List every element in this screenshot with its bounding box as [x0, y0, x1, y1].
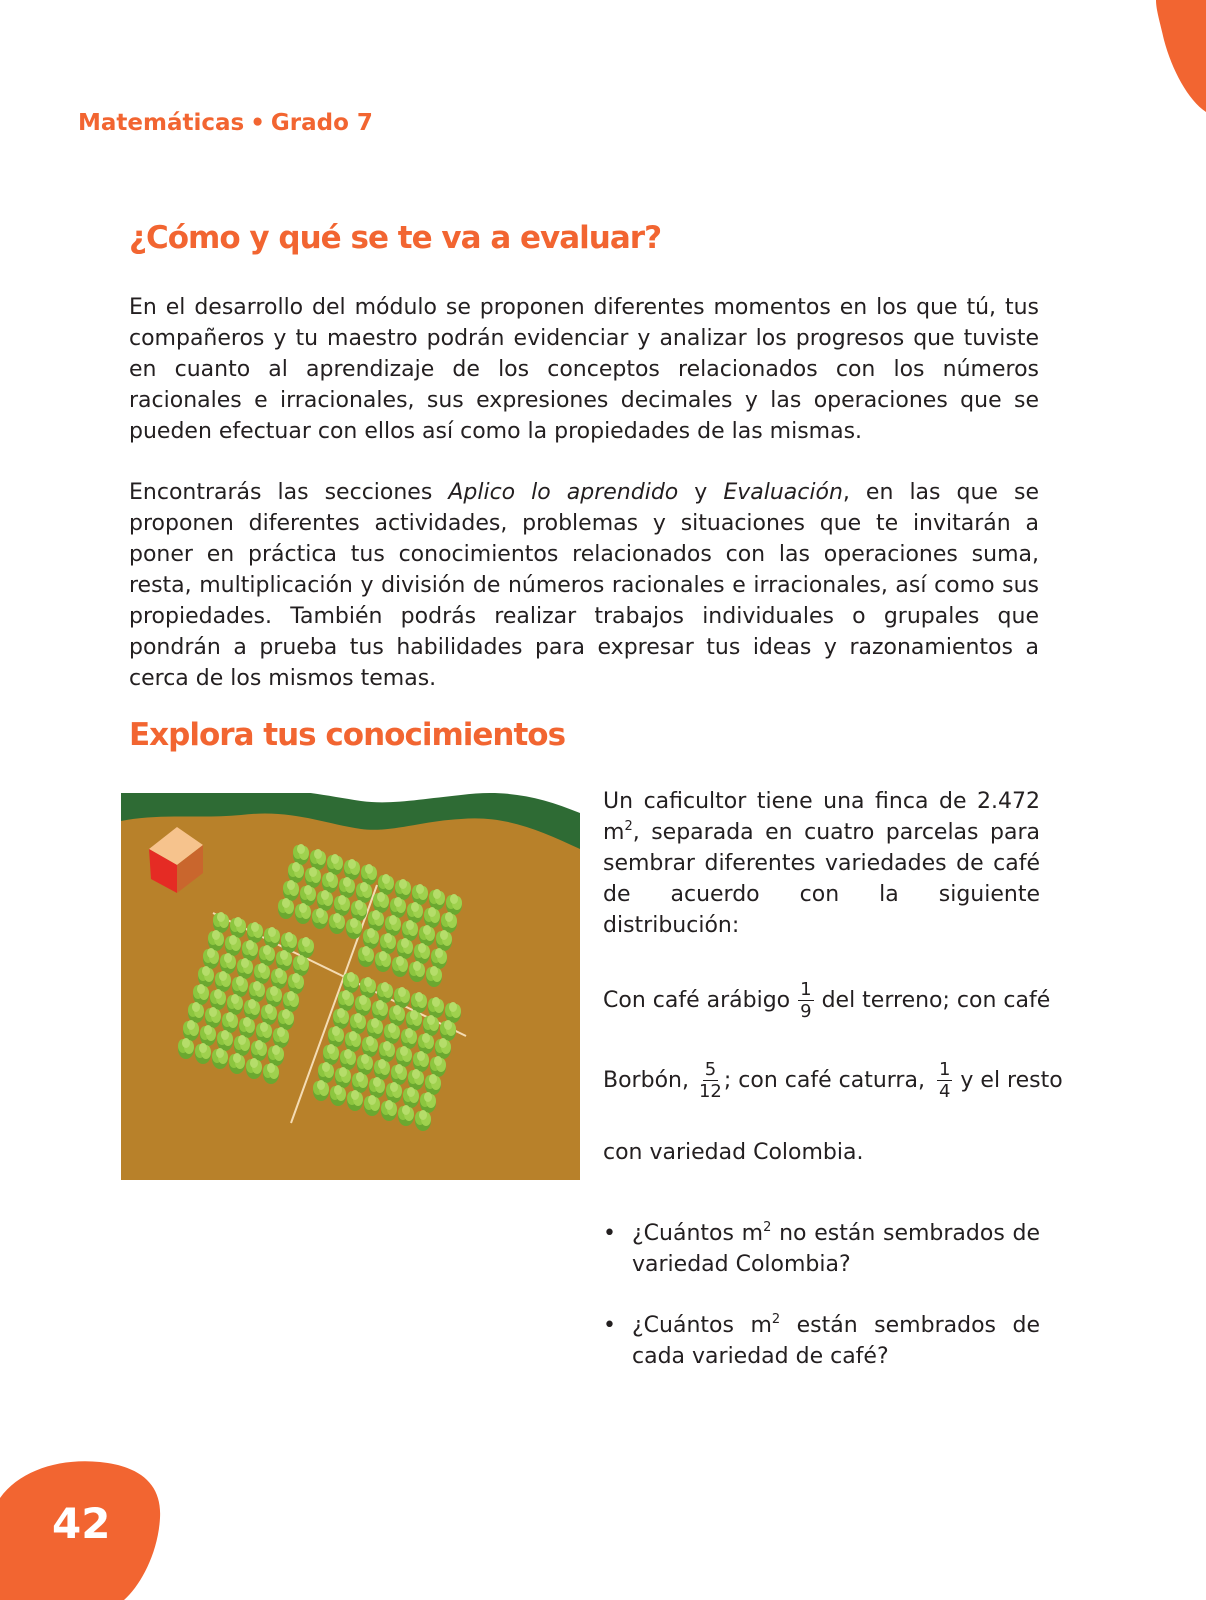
- coffee-plant: [436, 930, 452, 951]
- coffee-plant: [249, 981, 265, 1002]
- coffee-plant: [419, 925, 435, 946]
- coffee-plant: [351, 900, 367, 921]
- coffee-plant: [381, 1100, 397, 1121]
- p2-text-and: y: [678, 480, 724, 505]
- coffee-plant: [247, 922, 263, 943]
- coffee-plant: [283, 880, 299, 901]
- fraction-denominator: 4: [938, 1080, 951, 1102]
- coffee-plant: [313, 1080, 329, 1101]
- coffee-plant: [389, 1005, 405, 1026]
- corner-decoration: [1146, 0, 1206, 120]
- coffee-plant: [361, 864, 377, 885]
- coffee-plant: [345, 1031, 361, 1052]
- coffee-plant: [298, 937, 314, 958]
- coffee-plant: [356, 882, 372, 903]
- coffee-plant: [335, 1067, 351, 1088]
- coffee-plant: [386, 1082, 402, 1103]
- header-separator: •: [250, 110, 265, 136]
- coffee-plant: [392, 956, 408, 977]
- coffee-plant: [397, 938, 413, 959]
- coffee-plant: [210, 989, 226, 1010]
- coffee-plant: [293, 955, 309, 976]
- line1-text-start: Con café arábigo: [603, 987, 791, 1013]
- coffee-plant: [278, 898, 294, 919]
- coffee-plant: [278, 1009, 294, 1030]
- q2-text-end: están sembrados de cada variedad de café?: [632, 1313, 1040, 1369]
- coffee-plant: [263, 1063, 279, 1084]
- coffee-plant: [230, 917, 246, 938]
- coffee-plant: [375, 951, 391, 972]
- line2-text-mid: ; con café caturra,: [723, 1067, 925, 1093]
- coffee-plant: [333, 1008, 349, 1029]
- coffee-plant: [377, 982, 393, 1003]
- coffee-plant: [418, 1033, 434, 1054]
- distribution-line-3: [603, 1130, 1040, 1174]
- p2-text-end: , en las que se proponen diferentes actividades, problemas y situaciones que te invitarán a poner en práctica tus conocimientos relacionados con las operaciones suma, resta, multiplicación y división de números racionales e irracionales, así como sus propiedades. También podrás realizar trabajos individuales o grupales que pondrán a prueba tus habilidades para expresar tus ideas y razonamientos a cerca de los mismos temas.: [129, 480, 1039, 691]
- q1-text-start: ¿Cuántos m: [632, 1221, 764, 1246]
- intro-superscript: 2: [624, 819, 633, 834]
- q2-text-start: ¿Cuántos m: [632, 1313, 772, 1338]
- coffee-plant: [334, 895, 350, 916]
- coffee-plant: [408, 1069, 424, 1090]
- coffee-plant: [343, 972, 359, 993]
- q1-text-end: no están sembrados de variedad Colombia?: [632, 1221, 1040, 1277]
- coffee-plant: [222, 1012, 238, 1033]
- coffee-plant: [398, 1105, 414, 1126]
- fraction-numerator: 1: [938, 1058, 951, 1080]
- coffee-plant: [385, 915, 401, 936]
- line3-text: con variedad Colombia.: [603, 1139, 864, 1165]
- coffee-plant: [225, 935, 241, 956]
- coffee-plant: [425, 1074, 441, 1095]
- coffee-plant: [183, 1020, 199, 1041]
- coffee-plant: [363, 928, 379, 949]
- coffee-plant: [395, 879, 411, 900]
- coffee-plant: [426, 966, 442, 987]
- coffee-plant: [268, 1045, 284, 1066]
- running-header: [78, 110, 373, 136]
- coffee-plant: [372, 1000, 388, 1021]
- line2-text-start: Borbón,: [603, 1067, 689, 1093]
- coffee-plant: [415, 1110, 431, 1131]
- coffee-plant: [212, 1048, 228, 1069]
- coffee-plant: [424, 907, 440, 928]
- coffee-plant: [266, 986, 282, 1007]
- coffee-plant: [330, 1085, 346, 1106]
- coffee-plant: [317, 890, 333, 911]
- evaluation-paragraph-2: [129, 477, 1039, 694]
- coffee-plant: [338, 990, 354, 1011]
- coffee-plant: [396, 1046, 412, 1067]
- coffee-plant: [254, 963, 270, 984]
- coffee-plant: [440, 1020, 456, 1041]
- coffee-plant: [413, 1051, 429, 1072]
- evaluation-paragraph-1: En el desarrollo del módulo se proponen diferentes momentos en los que tú, tus compañeros y tu maestro podrán evidenciar y analizar los progresos que tuviste en cuanto al aprendizaje de los conceptos relacionados con los números racionales e irracionales, sus expresiones decimales y las operaciones que se pueden efectuar con ellos así como la propiedades de las mismas.: [129, 295, 1039, 444]
- coffee-plant: [293, 844, 309, 865]
- coffee-plant: [283, 991, 299, 1012]
- coffee-plant: [378, 874, 394, 895]
- q2-superscript: 2: [771, 1312, 781, 1327]
- coffee-plant: [364, 1095, 380, 1116]
- coffee-plant: [276, 950, 292, 971]
- coffee-plant: [273, 1027, 289, 1048]
- p2-section-name-evaluation: Evaluación: [723, 480, 843, 505]
- coffee-plant: [229, 1053, 245, 1074]
- coffee-plant: [369, 1077, 385, 1098]
- explore-title: Explora tus conocimientos: [129, 717, 566, 753]
- coffee-plant: [409, 961, 425, 982]
- grade-label: Grado 7: [270, 110, 373, 136]
- coffee-plant: [256, 1022, 272, 1043]
- coffee-plant: [208, 930, 224, 951]
- coffee-plant: [379, 1041, 395, 1062]
- coffee-plant: [251, 1040, 267, 1061]
- question-1: [603, 1218, 1040, 1280]
- coffee-plant: [261, 1004, 277, 1025]
- coffee-plant: [347, 1090, 363, 1111]
- problem-intro: [603, 786, 1040, 941]
- coffee-plant: [217, 1030, 233, 1051]
- distribution-line-2: [603, 1050, 1063, 1110]
- coffee-plant: [322, 872, 338, 893]
- p2-text-start: Encontrarás las secciones: [129, 480, 449, 505]
- coffee-plant: [198, 966, 214, 987]
- fraction-five-twelfths: [697, 1059, 724, 1102]
- bullet-marker: •: [603, 1313, 616, 1338]
- coffee-plant: [178, 1038, 194, 1059]
- coffee-plant: [246, 1058, 262, 1079]
- coffee-plant: [200, 1025, 216, 1046]
- coffee-plant: [329, 913, 345, 934]
- line2-text-end: y el resto: [960, 1067, 1063, 1093]
- coffee-plant: [355, 995, 371, 1016]
- coffee-plant: [244, 999, 260, 1020]
- coffee-plant: [312, 908, 328, 929]
- page-number: 42: [52, 1499, 111, 1548]
- coffee-plant: [402, 920, 418, 941]
- question-2: [603, 1310, 1040, 1372]
- coffee-plant: [242, 940, 258, 961]
- p2-section-name-applied: Aplico lo aprendido: [448, 480, 679, 505]
- coffee-plant: [344, 859, 360, 880]
- coffee-plant: [239, 1017, 255, 1038]
- distribution-line-1: [603, 970, 1051, 1030]
- coffee-plant: [445, 1002, 461, 1023]
- coffee-plant: [357, 1054, 373, 1075]
- line1-text-end: del terreno; con café: [821, 987, 1051, 1013]
- coffee-plant: [403, 1087, 419, 1108]
- coffee-plant: [328, 1026, 344, 1047]
- coffee-plant: [407, 902, 423, 923]
- fraction-numerator: 5: [704, 1058, 717, 1080]
- coffee-plant: [327, 854, 343, 875]
- fraction-denominator: 12: [698, 1080, 722, 1102]
- intro-text: Un caficultor tiene una finca de 2.472 m: [603, 789, 1040, 845]
- coffee-plant: [431, 948, 447, 969]
- coffee-plant: [390, 897, 406, 918]
- coffee-plant: [411, 992, 427, 1013]
- coffee-plant: [350, 1013, 366, 1034]
- coffee-plant: [232, 976, 248, 997]
- coffee-plant: [264, 927, 280, 948]
- coffee-plant: [368, 910, 384, 931]
- coffee-plant: [288, 862, 304, 883]
- coffee-plant: [227, 994, 243, 1015]
- coffee-plant: [414, 943, 430, 964]
- coffee-plant: [305, 867, 321, 888]
- fraction-one-ninth: [798, 979, 813, 1022]
- coffee-plant: [295, 903, 311, 924]
- coffee-plant: [412, 884, 428, 905]
- q1-superscript: 2: [763, 1220, 772, 1235]
- subject-label: Matemáticas: [78, 110, 245, 136]
- coffee-plant: [288, 973, 304, 994]
- fraction-denominator: 9: [800, 1000, 812, 1022]
- coffee-plant: [362, 1036, 378, 1057]
- coffee-plant: [423, 1015, 439, 1036]
- bullet-marker: •: [603, 1221, 616, 1246]
- coffee-plant: [435, 1038, 451, 1059]
- coffee-plant: [234, 1035, 250, 1056]
- coffee-plant: [339, 877, 355, 898]
- coffee-plant: [340, 1049, 356, 1070]
- coffee-plant: [352, 1072, 368, 1093]
- coffee-plant: [360, 977, 376, 998]
- fraction-numerator: 1: [800, 978, 812, 1000]
- coffee-plant: [318, 1062, 334, 1083]
- coffee-plant: [195, 1043, 211, 1064]
- coffee-plant: [310, 849, 326, 870]
- coffee-plant: [428, 997, 444, 1018]
- coffee-plant: [215, 971, 231, 992]
- coffee-plant: [203, 948, 219, 969]
- coffee-plant: [220, 953, 236, 974]
- coffee-plant: [374, 1059, 390, 1080]
- coffee-plant: [380, 933, 396, 954]
- coffee-plant: [446, 894, 462, 915]
- coffee-plant: [429, 889, 445, 910]
- coffee-plant: [391, 1064, 407, 1085]
- coffee-plant: [259, 945, 275, 966]
- coffee-plant: [367, 1018, 383, 1039]
- coffee-plant: [213, 912, 229, 933]
- coffee-plant: [281, 932, 297, 953]
- coffee-plant: [205, 1007, 221, 1028]
- coffee-plant: [406, 1010, 422, 1031]
- coffee-plant: [300, 885, 316, 906]
- coffee-plant: [193, 984, 209, 1005]
- coffee-plant: [188, 1002, 204, 1023]
- coffee-farm-illustration: [121, 793, 580, 1180]
- coffee-plant: [441, 912, 457, 933]
- coffee-plant: [358, 946, 374, 967]
- coffee-plant: [237, 958, 253, 979]
- coffee-plant: [430, 1056, 446, 1077]
- coffee-plant: [346, 918, 362, 939]
- coffee-plant: [394, 987, 410, 1008]
- coffee-plant: [420, 1092, 436, 1113]
- coffee-plant: [373, 892, 389, 913]
- coffee-plant: [384, 1023, 400, 1044]
- fraction-one-quarter: [937, 1059, 952, 1102]
- intro-text-end: , separada en cuatro parcelas para sembrar diferentes variedades de café de acuerdo con la siguiente distribución:: [603, 820, 1040, 938]
- evaluation-title: ¿Cómo y qué se te va a evaluar?: [129, 220, 662, 256]
- coffee-plant: [271, 968, 287, 989]
- coffee-plant: [401, 1028, 417, 1049]
- coffee-plant: [323, 1044, 339, 1065]
